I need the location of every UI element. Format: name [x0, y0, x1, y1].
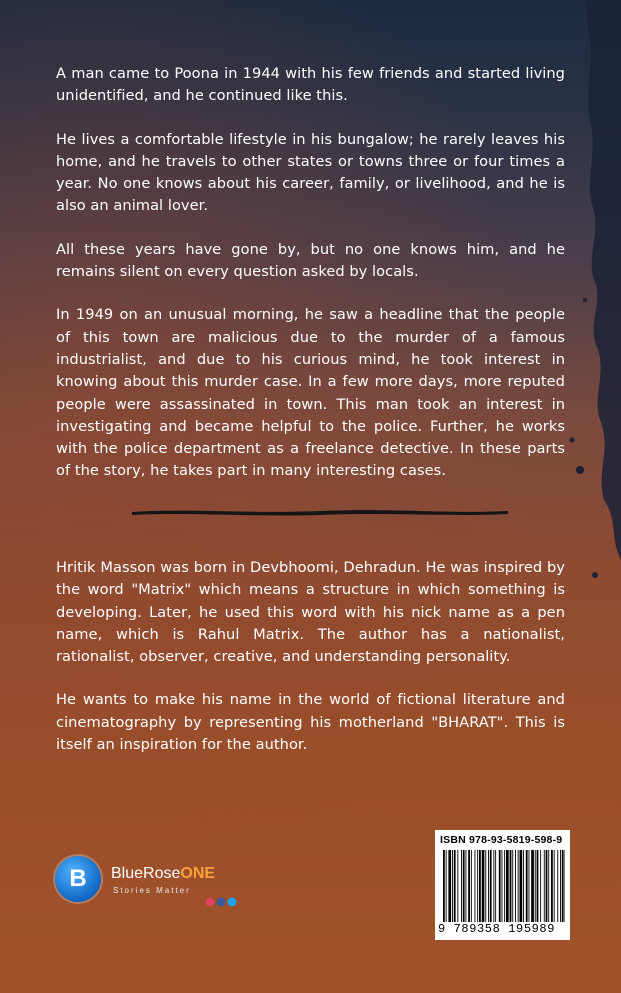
isbn-barcode — [435, 830, 570, 940]
synopsis-paragraph: In 1949 on an unusual morning, he saw a headline that the people of this town are malicious due to the murder of a famous industrialist, and due to his curious mind, he took interest in knowing about this murder case. In a few more days, more reputed people were assassinated in town. This man took an interest in investigating and became helpful to the police. Further, he works with the police department as a freelance detective. In these parts of the story, he takes part in many interesting cases. — [56, 306, 565, 480]
facebook-icon — [217, 898, 226, 907]
synopsis-paragraph: He lives a comfortable lifestyle in his bungalow; he rarely leaves his home, and he travels to other states or towns three or four times a year. No one knows about his career, family, or livelihood, and he is also an animal lover. — [56, 130, 565, 215]
synopsis-paragraph: All these years have gone by, but no one knows him, and he remains silent on every question asked by locals. — [56, 240, 565, 281]
isbn-digits: 9 789358 195989 — [438, 922, 556, 936]
author-bio-paragraph: He wants to make his name in the world of fictional literature and cinematography by representing his motherland "BHARAT". This is itself an inspiration for the author. — [56, 691, 565, 754]
twitter-icon — [228, 898, 237, 907]
publisher-logo — [55, 856, 255, 916]
synopsis-section — [56, 63, 565, 504]
brush-stroke-divider — [130, 505, 510, 519]
publisher-name: BlueRoseONE — [111, 865, 216, 882]
publisher-tagline: Stories Matter — [113, 886, 191, 895]
social-icons — [205, 896, 245, 908]
barcode-bars — [443, 850, 565, 922]
publisher-logo-icon: B — [55, 856, 101, 902]
instagram-icon — [206, 898, 215, 907]
author-bio-paragraph: Hritik Masson was born in Devbhoomi, Dehradun. He was inspired by the word "Matrix" which means a structure in which something is developing. Later, he used this word with his nick name as a pen name, which is Rahul Matrix. The author has a nationalist, rationalist, observer, creative, and understanding personality. — [56, 559, 565, 666]
isbn-label: ISBN 978-93-5819-598-9 — [440, 834, 563, 846]
synopsis-paragraph: A man came to Poona in 1944 with his few friends and started living unidentified, and he continued like this. — [56, 65, 565, 105]
author-bio-section — [56, 557, 565, 777]
